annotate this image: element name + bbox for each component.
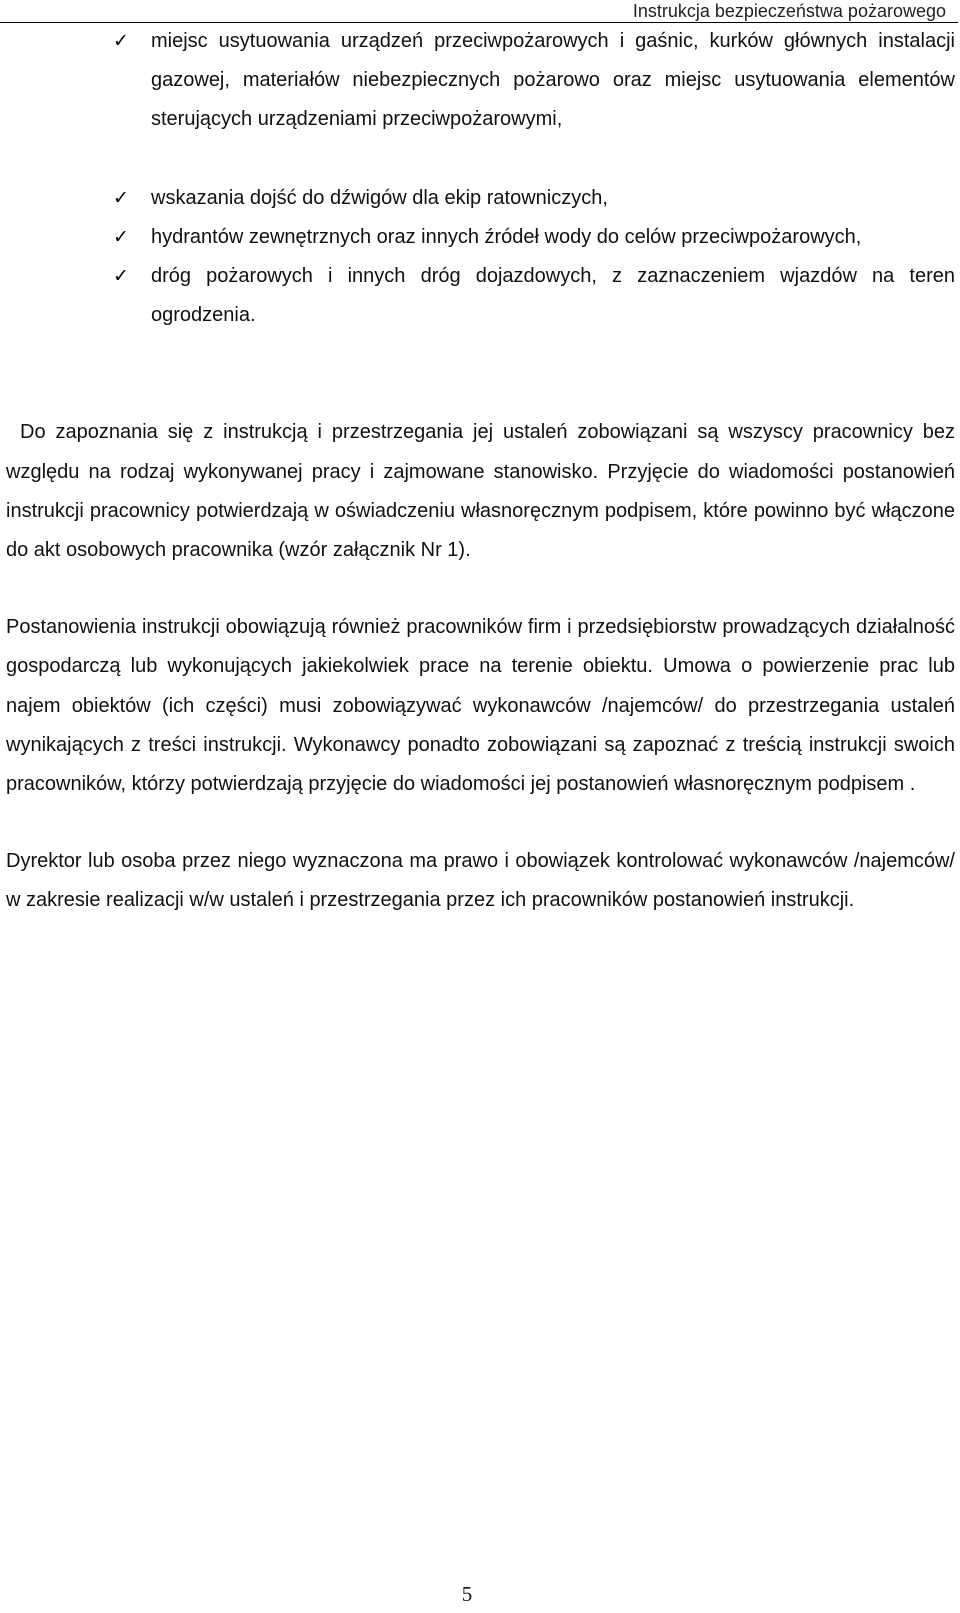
- check-mark-icon: ✓: [113, 30, 129, 52]
- header-title: Instrukcja bezpieczeństwa pożarowego: [632, 1, 946, 21]
- checklist-item-text: hydrantów zewnętrznych oraz innych źródeł wody do celów przeciwpożarowych,: [151, 225, 862, 248]
- paragraph-contractors: Postanowienia instrukcji obowiązują również pracowników firm i przedsiębiorstw prowadzących działalność gospodarczą lub wykonujących jakiekolwiek prace na terenie obiektu. Umowa o powierzenie prac lub najem obiektów (ich części) musi zobowiązywać wykonawców /najemców/ do przestrzegania ustaleń wynikających z treści instrukcji. Wykonawcy ponadto zobowiązani są zapoznać z treścią instrukcji swoich pracowników, którzy potwierdzają przyjęcie do wiadomości jej postanowień własnoręcznym podpisem .: [6, 616, 955, 796]
- checklist-item: [113, 218, 955, 257]
- checklist-item-text: dróg pożarowych i innych dróg dojazdowych, z zaznaczeniem wjazdów na teren ogrodzenia.: [151, 265, 955, 327]
- check-mark-icon: ✓: [113, 225, 129, 248]
- paragraph-staff-obligation: Do zapoznania się z instrukcją i przestrzegania jej ustaleń zobowiązani są wszyscy pracownicy bez względu na rodzaj wykonywanej pracy i zajmowane stanowisko. Przyjęcie do wiadomości postanowień instrukcji pracownicy potwierdzają w oświadczeniu własnoręcznym podpisem, które powinno być włączone do akt osobowych pracownika (wzór załącznik Nr 1).: [6, 421, 955, 562]
- page-number: 5: [461, 1582, 473, 1606]
- check-mark-icon: ✓: [113, 265, 129, 288]
- checklist: [0, 22, 960, 335]
- checklist-item: [113, 22, 955, 140]
- checklist-item-text: miejsc usytuowania urządzeń przeciwpożarowych i gaśnic, kurków głównych instalacji gazowej, materiałów niebezpiecznych pożarowo oraz miejsc usytuowania elementów sterujących urządzeniami przeciwpożarowymi,: [151, 30, 955, 131]
- document-body: [0, 22, 960, 921]
- checklist-item: [113, 257, 955, 335]
- page-header: [0, 0, 958, 23]
- checklist-item-text: wskazania dojść do dźwigów dla ekip ratowniczych,: [151, 186, 608, 209]
- check-mark-icon: ✓: [113, 186, 129, 209]
- checklist-item: [113, 179, 955, 218]
- paragraph-director-control: Dyrektor lub osoba przez niego wyznaczona ma prawo i obowiązek kontrolować wykonawców /najemców/ w zakresie realizacji w/w ustaleń i przestrzegania przez ich pracowników postanowień instrukcji.: [6, 850, 955, 912]
